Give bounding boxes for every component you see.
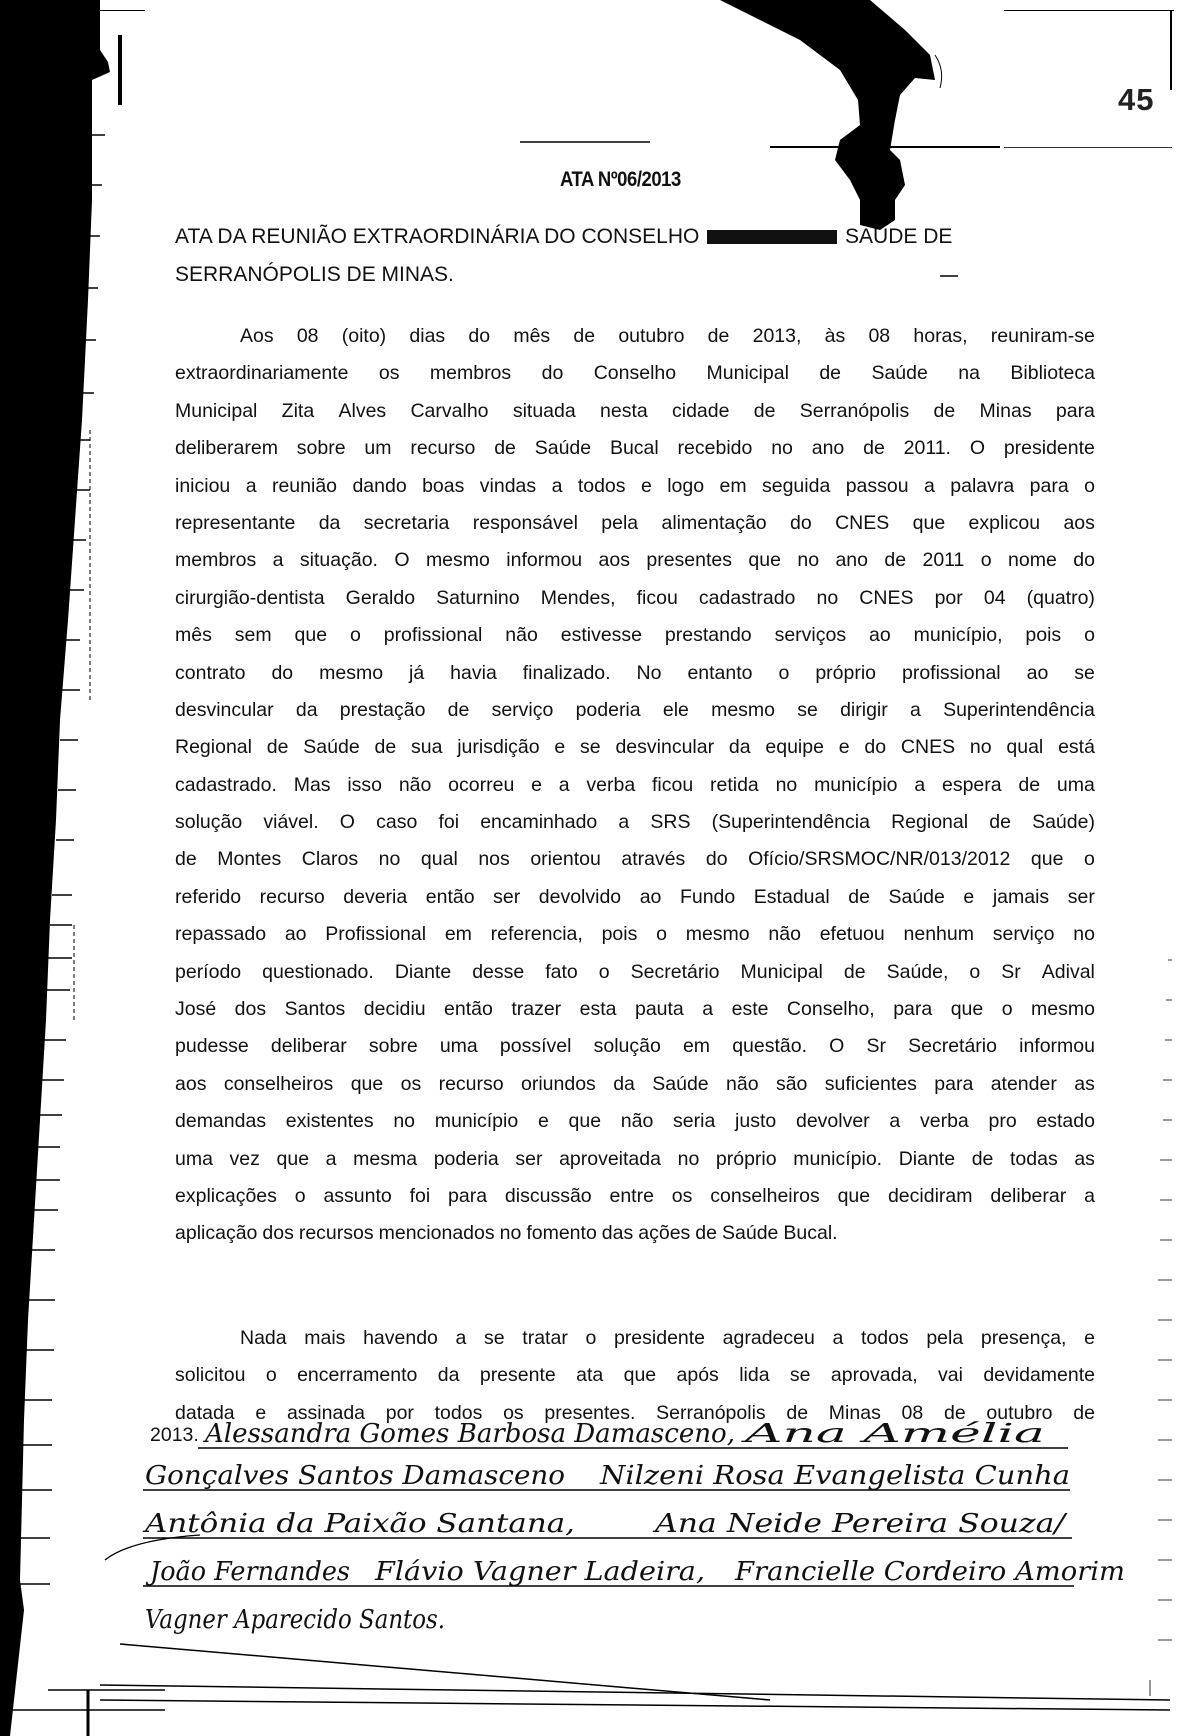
text-line: deliberarem sobre um recurso de Saúde Bucal recebido no ano de 2011. O presidente: [175, 437, 1095, 460]
heading-text-after: SAÚDE DE: [845, 225, 953, 248]
text-line: aos conselheiros que os recurso oriundos da Saúde não são suficientes para atender as: [175, 1072, 1095, 1095]
text-line: repassado ao Profissional em referencia, pois o mesmo não efetuou nenhum serviço no: [175, 923, 1095, 946]
document-title: ATA Nº06/2013: [560, 168, 681, 191]
text-line: datada e assinada por todos os presentes. Serranópolis de Minas 08 de outubro de: [175, 1401, 1095, 1424]
signature-6: João Fernandes: [145, 1557, 350, 1587]
closing-year: 2013.: [150, 1424, 199, 1446]
text-line: Regional de Saúde de sua jurisdição e se desvincular da equipe e do CNES no qual está: [175, 736, 1095, 759]
text-line: pudesse deliberar sobre uma possível solução em questão. O Sr Secretário informou: [175, 1035, 1095, 1058]
signature-2a: Ana Amélia: [741, 1419, 1045, 1449]
signature-2b: Gonçalves Santos Damasceno: [145, 1461, 565, 1491]
text-line: período questionado. Diante desse fato o Secretário Municipal de Saúde, o Sr Adival: [175, 960, 1095, 983]
text-line: representante da secretaria responsável pela alimentação do CNES que explicou aos: [175, 511, 1095, 534]
text-line: Nada mais havendo a se tratar o presidente agradeceu a todos pela presença, e: [240, 1327, 1095, 1349]
signature-1: Alessandra Gomes Barbosa Damasceno,: [202, 1419, 735, 1449]
text-line: demandas existentes no município e que não seria justo devolver a verba pro estado: [175, 1110, 1095, 1133]
document-heading-line2: SERRANÓPOLIS DE MINAS.: [175, 263, 454, 286]
text-line: solicitou o encerramento da presente ata que após lida se aprovada, vai devidamente: [175, 1364, 1095, 1387]
text-line: José dos Santos decidiu então trazer esta pauta a este Conselho, para que o mesmo: [175, 998, 1095, 1021]
text-line: aplicação dos recursos mencionados no fomento das ações de Saúde Bucal.: [175, 1222, 838, 1245]
text-line: de Montes Claros no qual nos orientou através do Ofício/SRSMOC/NR/013/2012 que o: [175, 848, 1095, 871]
signature-4: Antônia da Paixão Santana,: [142, 1509, 575, 1539]
heading-text-before: ATA DA REUNIÃO EXTRAORDINÁRIA DO CONSELHO: [175, 225, 700, 248]
text-line: referido recurso deveria então ser devolvido ao Fundo Estadual de Saúde e jamais ser: [175, 885, 1095, 908]
text-line: explicações o assunto foi para discussão entre os conselheiros que decidiram deliberar a: [175, 1184, 1095, 1207]
text-line: solução viável. O caso foi encaminhado a SRS (Superintendência Regional de Saúde): [175, 811, 1095, 834]
text-line: mês sem que o profissional não estivesse prestando serviços ao município, pois o: [175, 624, 1095, 647]
text-line: uma vez que a mesma poderia ser aproveitada no próprio município. Diante de todas as: [175, 1147, 1095, 1170]
text-line: contrato do mesmo já havia finalizado. No entanto o próprio profissional ao se: [175, 661, 1095, 684]
text-line: extraordinariamente os membros do Conselho Municipal de Saúde na Biblioteca: [175, 362, 1095, 385]
text-line: desvincular da prestação de serviço poderia ele mesmo se dirigir a Superintendência: [175, 698, 1095, 721]
text-line: cadastrado. Mas isso não ocorreu e a verba ficou retida no município a espera de uma: [175, 773, 1095, 796]
text-line: membros a situação. O mesmo informou aos presentes que no ano de 2011 o nome do: [175, 549, 1095, 572]
text-line: cirurgião-dentista Geraldo Saturnino Mendes, ficou cadastrado no CNES por 04 (quatro): [175, 586, 1095, 609]
page-number: 45: [1118, 82, 1155, 117]
signature-7: Flávio Vagner Ladeira,: [373, 1557, 705, 1587]
text-line: Municipal Zita Alves Carvalho situada nesta cidade de Serranópolis de Minas para: [175, 399, 1095, 422]
text-line: iniciou a reunião dando boas vindas a todos e logo em seguida passou a palavra para o: [175, 474, 1095, 497]
signature-5: Ana Neide Pereira Souza/: [652, 1509, 1068, 1539]
signature-9: Vagner Aparecido Santos.: [145, 1605, 445, 1635]
signature-8: Francielle Cordeiro Amorim: [733, 1557, 1125, 1587]
text-line: Aos 08 (oito) dias do mês de outubro de 2013, às 08 horas, reuniram-se: [240, 325, 1095, 347]
signature-3: Nilzeni Rosa Evangelista Cunha: [598, 1461, 1070, 1491]
